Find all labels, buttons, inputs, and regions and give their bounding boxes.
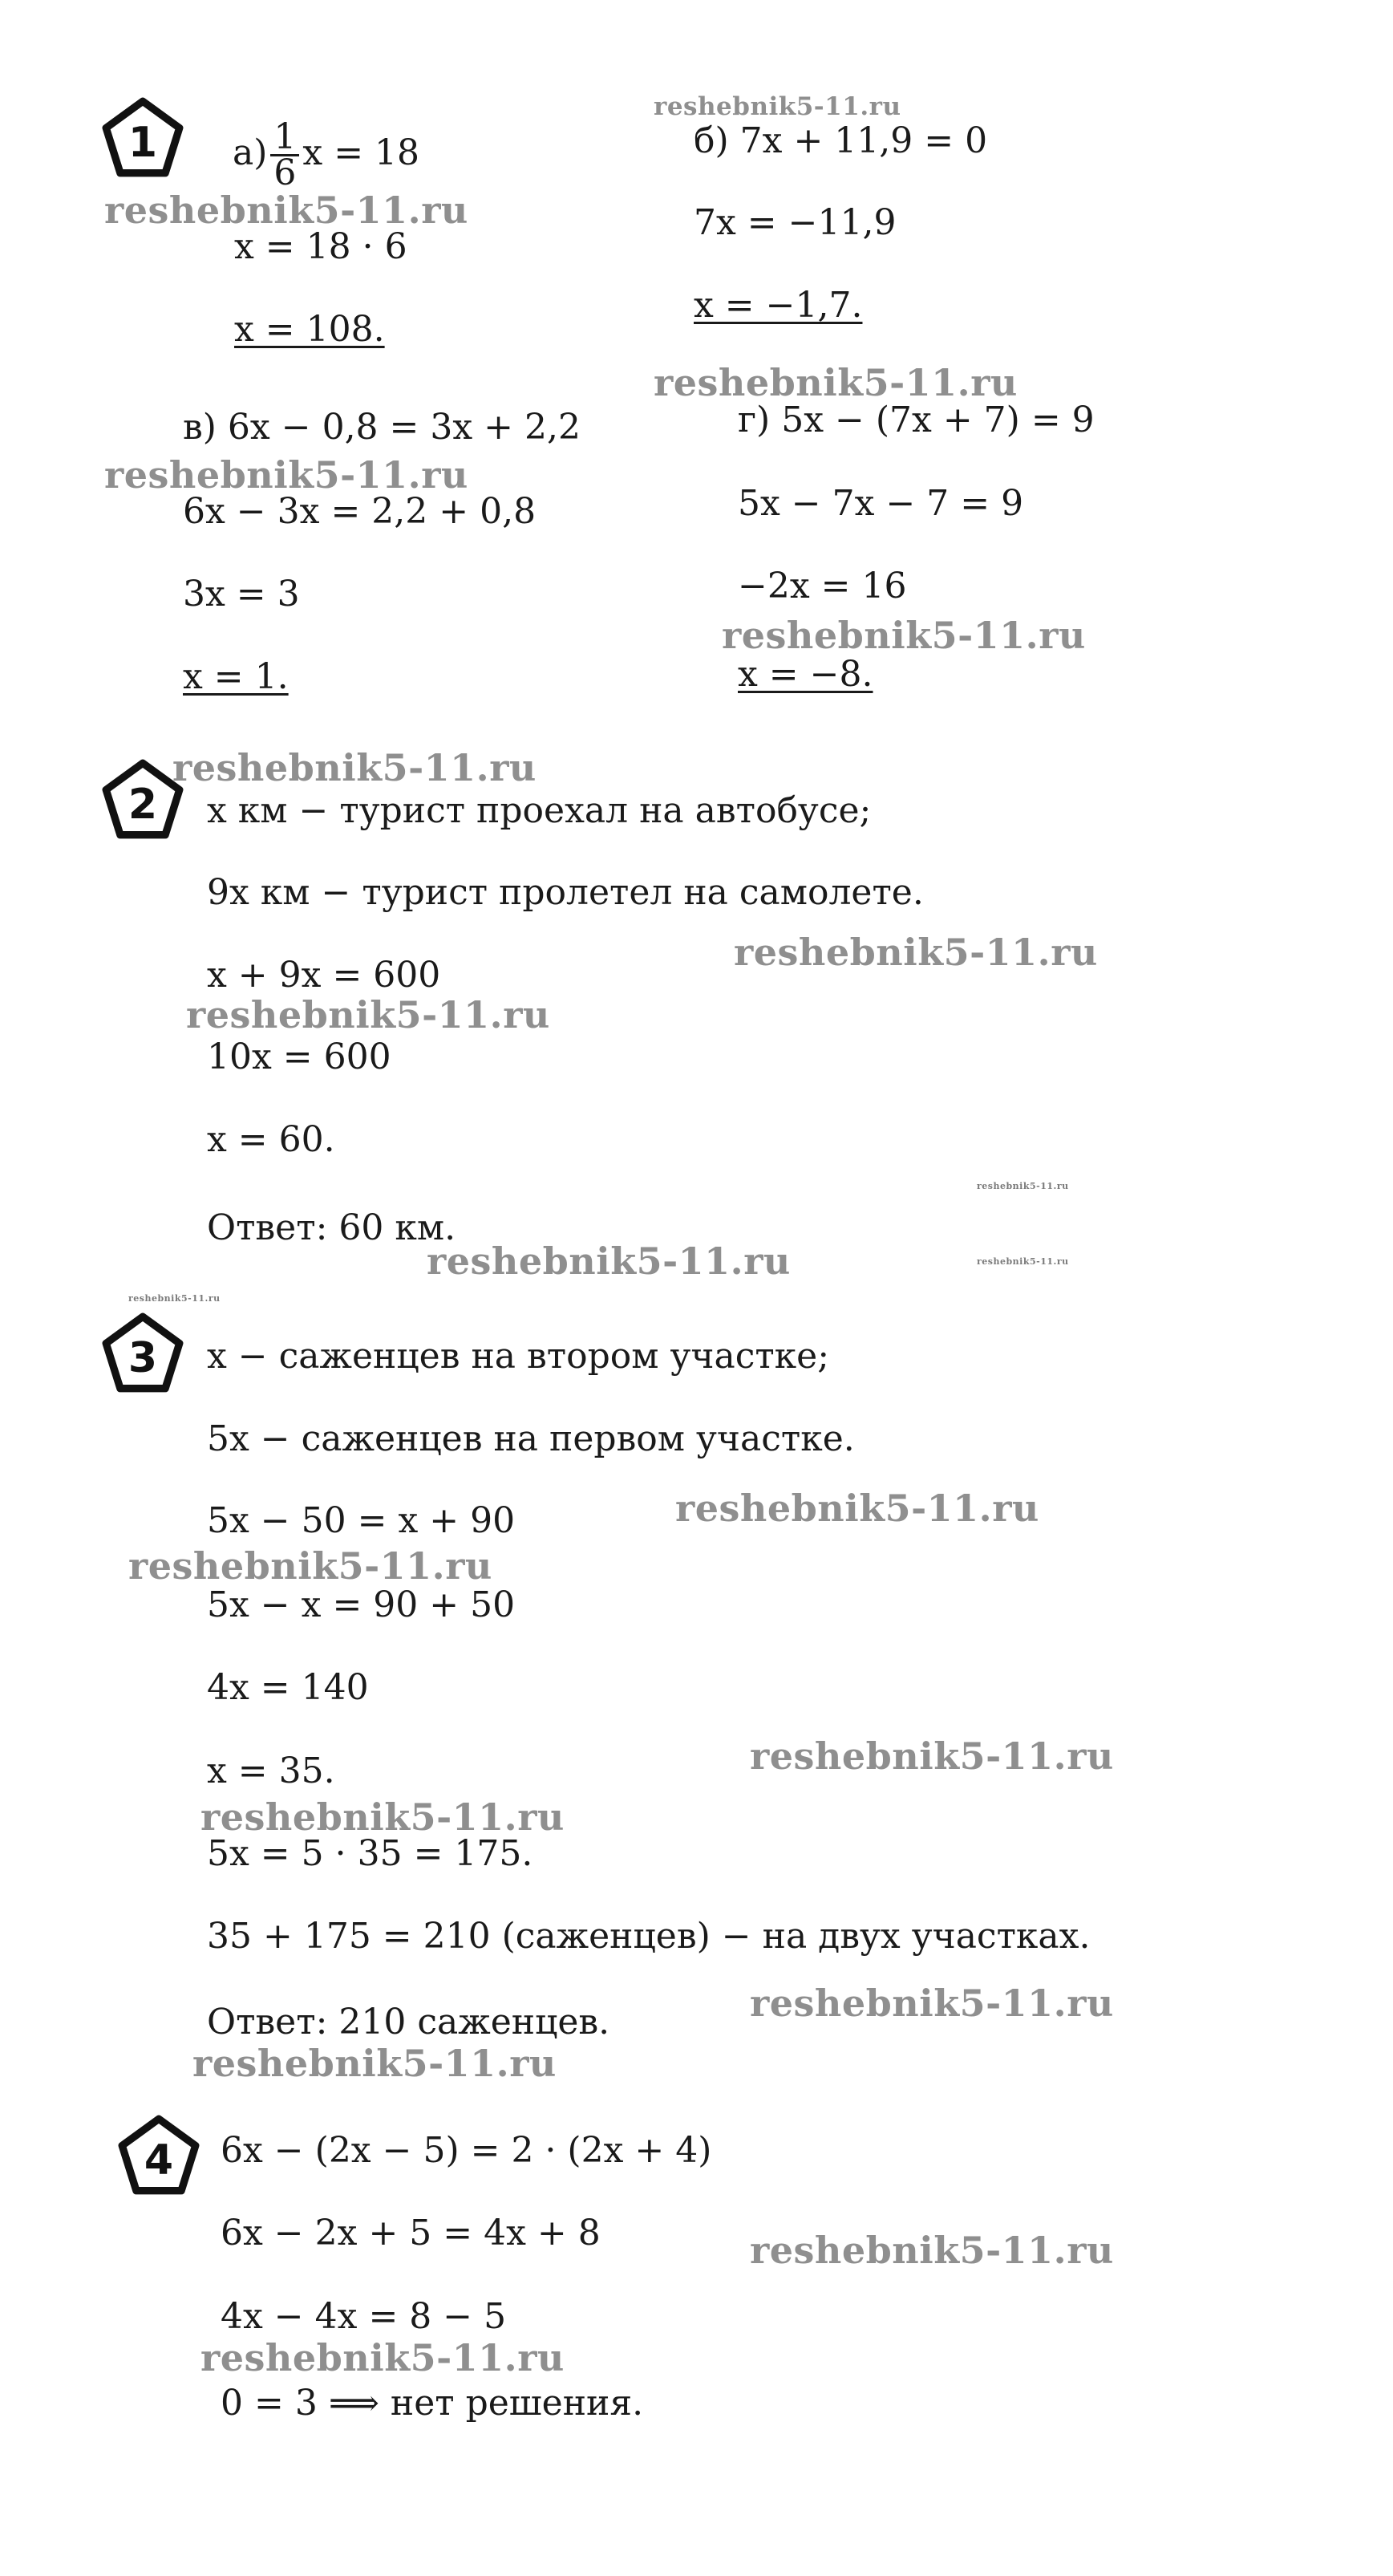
- task-4-badge: [117, 2114, 200, 2197]
- watermark: reshebnik5-11.ru: [172, 746, 537, 789]
- watermark: reshebnik5-11.ru: [654, 361, 1018, 404]
- t2-answer: Ответ: 60 км.: [207, 1207, 456, 1248]
- t1-g-line3: −2x = 16: [738, 566, 907, 606]
- t3-line4: 5x − x = 90 + 50: [207, 1584, 516, 1625]
- watermark: reshebnik5-11.ru: [750, 1982, 1114, 2025]
- t3-line5: 4x = 140: [207, 1667, 369, 1708]
- watermark: reshebnik5-11.ru: [722, 614, 1086, 657]
- t2-line4: 10x = 600: [207, 1036, 391, 1077]
- t1-a-eq: x = 18: [302, 132, 420, 173]
- watermark: reshebnik5-11.ru: [750, 1734, 1114, 1778]
- t1-v-line2: 6x − 3x = 2,2 + 0,8: [183, 491, 537, 532]
- t1-g-line2: 5x − 7x − 7 = 9: [738, 483, 1024, 524]
- watermark: reshebnik5-11.ru: [200, 1795, 565, 1839]
- watermark: reshebnik5-11.ru: [192, 2042, 557, 2085]
- task-3-badge: [101, 1312, 184, 1395]
- watermark: reshebnik5-11.ru: [128, 1293, 221, 1304]
- watermark: reshebnik5-11.ru: [104, 453, 468, 497]
- t1-g-line1: г) 5x − (7x + 7) = 9: [738, 400, 1095, 440]
- task-1-number: 1: [128, 118, 158, 167]
- watermark: reshebnik5-11.ru: [675, 1487, 1039, 1530]
- task-1-badge: [101, 96, 184, 180]
- watermark: reshebnik5-11.ru: [104, 189, 468, 232]
- t2-line2: 9x км − турист пролетел на самолете.: [207, 872, 924, 913]
- watermark: reshebnik5-11.ru: [734, 931, 1098, 974]
- watermark: reshebnik5-11.ru: [654, 92, 901, 121]
- pentagon-icon: [117, 2114, 200, 2197]
- t2-line1: x км − турист проехал на автобусе;: [207, 790, 872, 831]
- t1-g-answer: x = −8.: [738, 654, 873, 695]
- watermark: reshebnik5-11.ru: [977, 1256, 1069, 1267]
- t4-line4: 0 = 3 ⟹ нет решения.: [221, 2383, 644, 2424]
- pentagon-icon: [101, 1312, 184, 1395]
- t1-v-line1: в) 6x − 0,8 = 3x + 2,2: [183, 407, 581, 448]
- t1-v-answer: x = 1.: [183, 656, 289, 697]
- t1-a-line2: x = 18 · 6: [234, 226, 407, 267]
- watermark: reshebnik5-11.ru: [128, 1544, 492, 1588]
- t3-line6: x = 35.: [207, 1750, 335, 1791]
- watermark: reshebnik5-11.ru: [200, 2336, 565, 2379]
- watermark: reshebnik5-11.ru: [977, 1181, 1069, 1191]
- t1-a-equation: [233, 116, 420, 193]
- t3-line2: 5x − саженцев на первом участке.: [207, 1418, 855, 1459]
- t3-line3: 5x − 50 = x + 90: [207, 1500, 516, 1541]
- t1-v-line3: 3x = 3: [183, 574, 300, 615]
- t1-b-line1: б) 7x + 11,9 = 0: [694, 120, 988, 161]
- t3-line1: x − саженцев на втором участке;: [207, 1336, 830, 1377]
- watermark: reshebnik5-11.ru: [750, 2229, 1114, 2272]
- t1-a-prefix: а): [233, 132, 268, 173]
- watermark: reshebnik5-11.ru: [427, 1239, 791, 1283]
- t1-b-answer: x = −1,7.: [694, 285, 863, 326]
- t1-a-den: 6: [273, 152, 297, 193]
- t3-answer: Ответ: 210 саженцев.: [207, 2002, 610, 2043]
- t4-line1: 6x − (2x − 5) = 2 · (2x + 4): [221, 2130, 712, 2171]
- task-4-number: 4: [144, 2136, 174, 2185]
- pentagon-icon: [101, 96, 184, 180]
- t2-line3: x + 9x = 600: [207, 955, 441, 996]
- task-2-number: 2: [128, 780, 158, 829]
- t4-line3: 4x − 4x = 8 − 5: [221, 2296, 507, 2337]
- t4-line2: 6x − 2x + 5 = 4x + 8: [221, 2213, 601, 2253]
- t3-line7: 5x = 5 · 35 = 175.: [207, 1833, 533, 1874]
- t1-a-fraction: [270, 116, 299, 193]
- t1-b-line2: 7x = −11,9: [694, 202, 897, 243]
- t3-line8: 35 + 175 = 210 (саженцев) − на двух участках.: [207, 1916, 1091, 1957]
- t1-a-answer: x = 108.: [234, 309, 385, 350]
- t1-a-num: 1: [270, 120, 299, 156]
- task-3-number: 3: [128, 1333, 158, 1382]
- t2-line5: x = 60.: [207, 1119, 335, 1160]
- watermark: reshebnik5-11.ru: [186, 993, 550, 1036]
